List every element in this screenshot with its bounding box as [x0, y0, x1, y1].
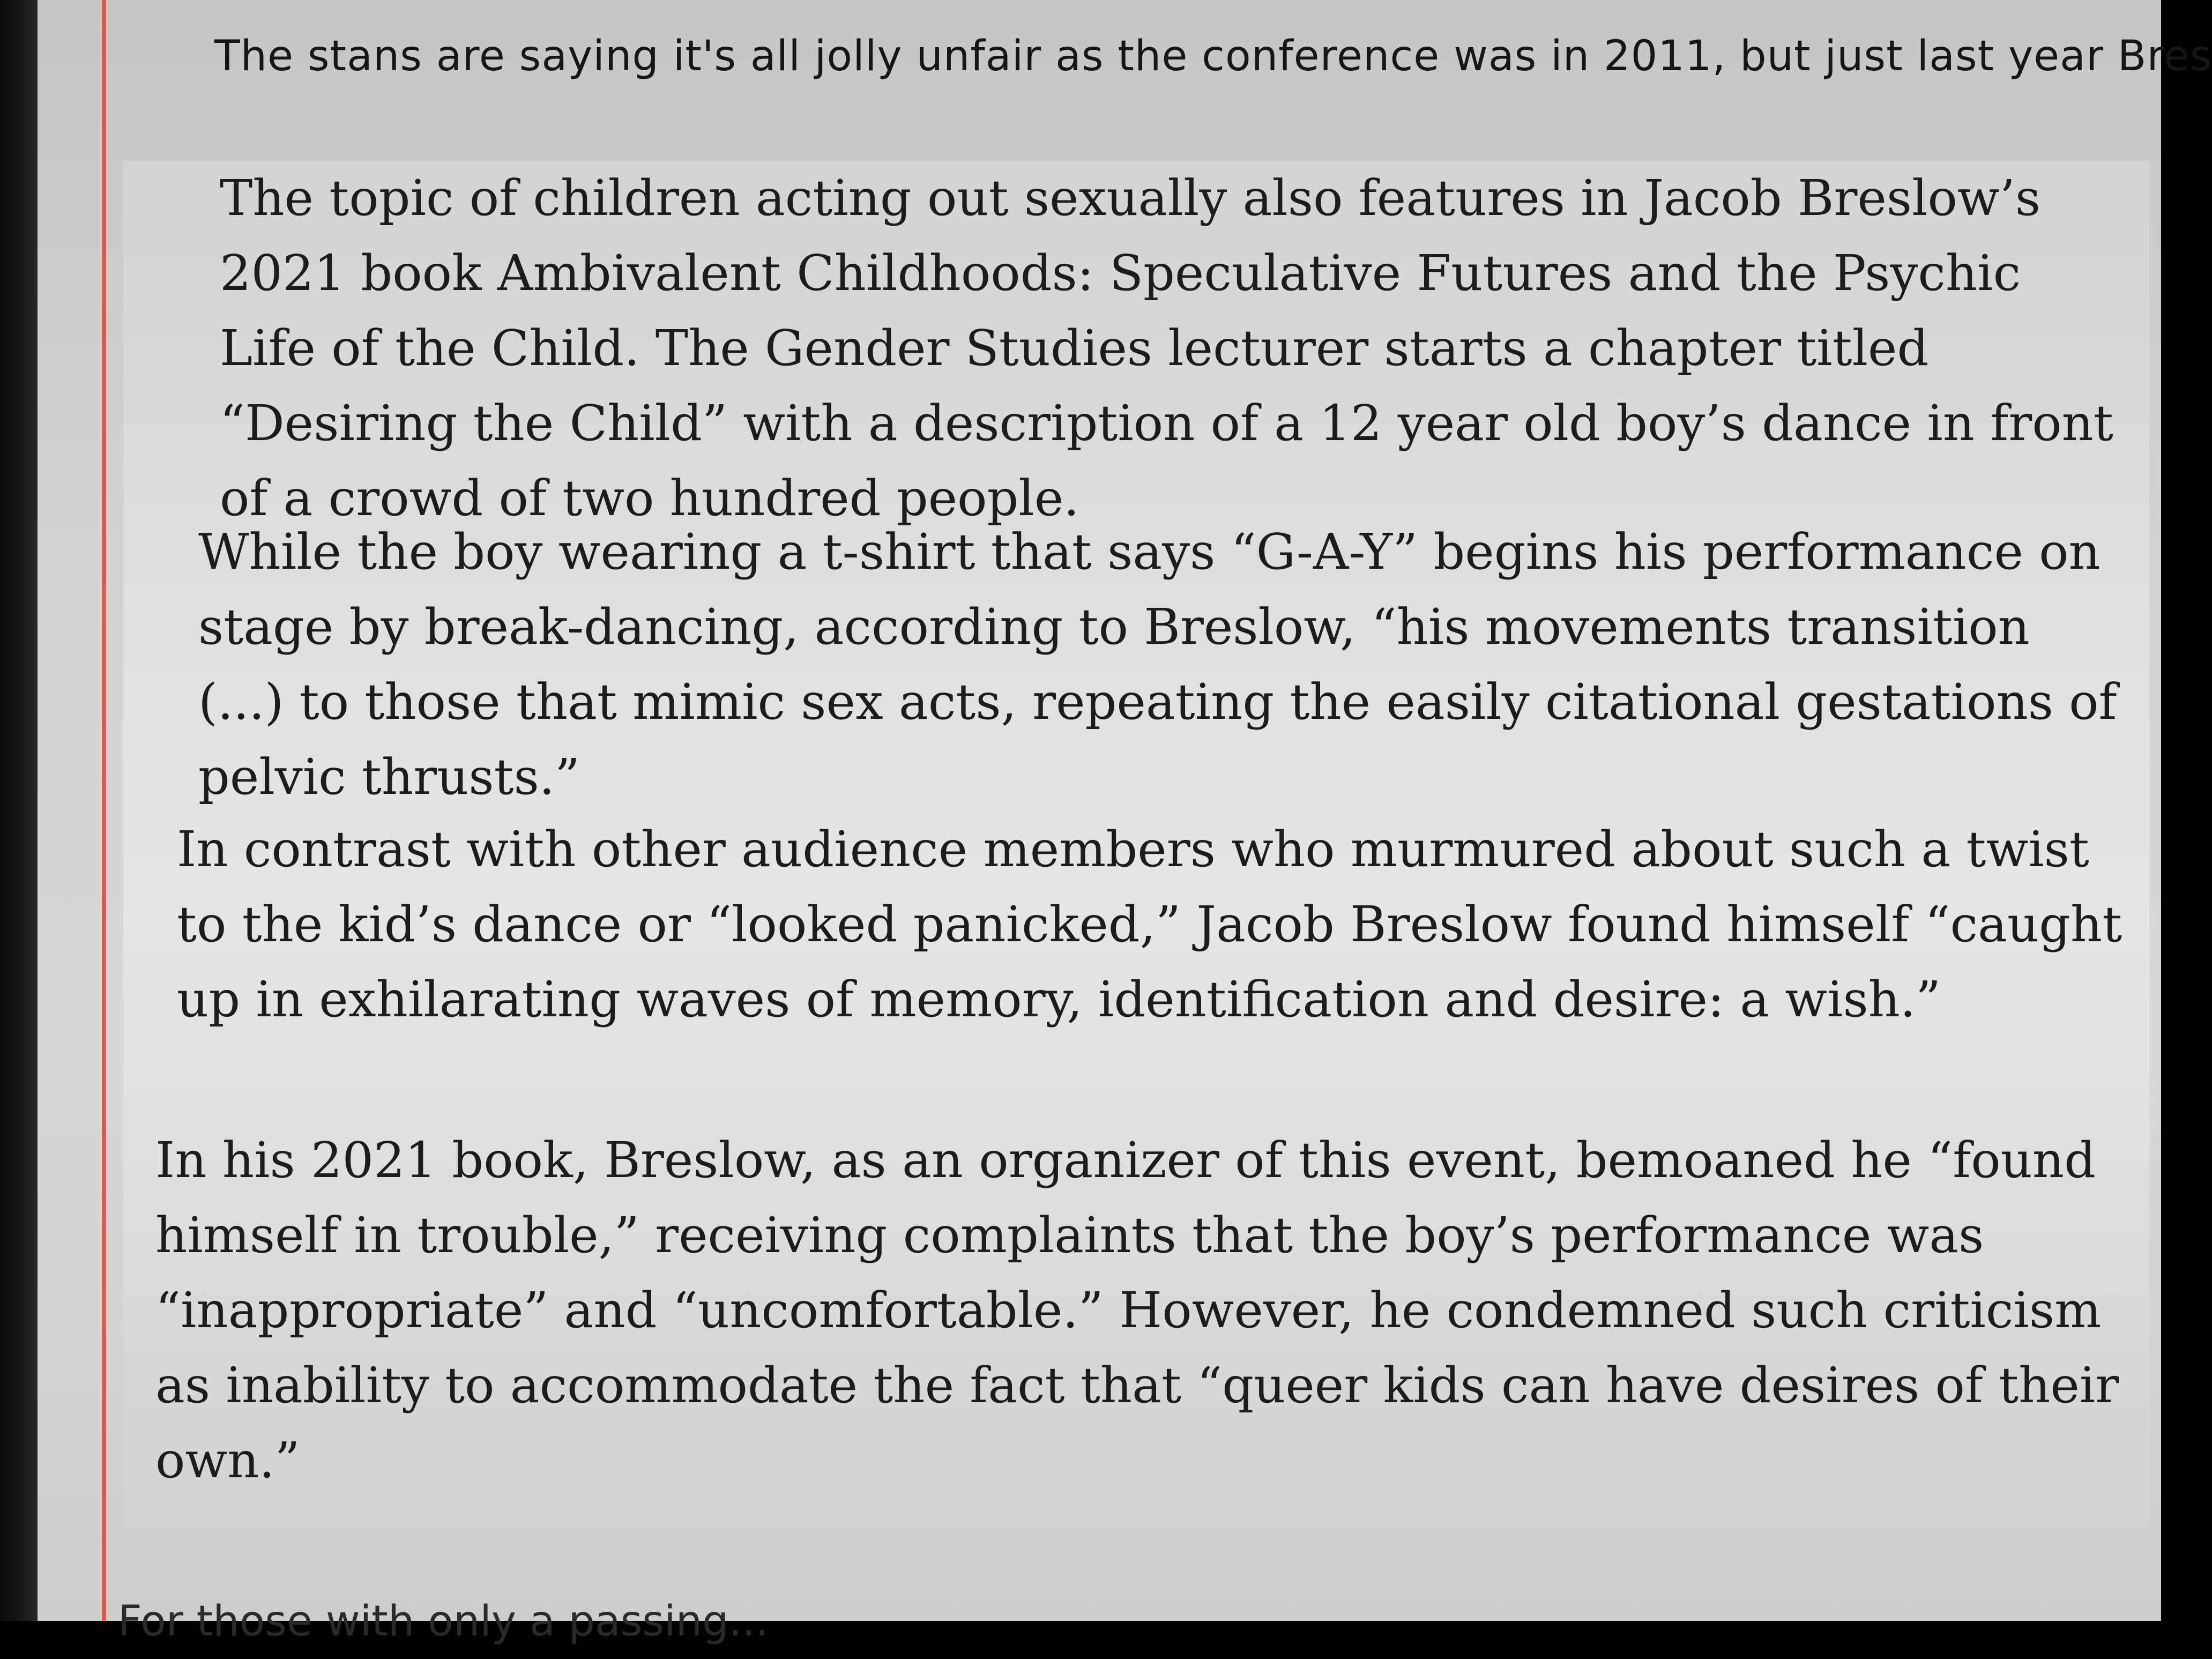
intro-paragraph: The stans are saying it's all jolly unfair as the conference was in 2011, but just last year Bres [214, 32, 2212, 80]
quote-paragraph-2: While the boy wearing a t-shirt that says “G-A-Y” begins his performance on stage by break-dancing, according to Breslow, “his movements transition (...) to those that mimic sex acts, repeating the easily citational gestations of pelvic thrusts.” [198, 523, 2117, 806]
red-margin-line [102, 0, 106, 1621]
next-paragraph-cut-off: For those with only a passing... [118, 1597, 769, 1646]
blockquote [123, 161, 2149, 1528]
article-page [38, 0, 2212, 1646]
quote-paragraph-1: The topic of children acting out sexually also features in Jacob Breslow’s 2021 book Ambivalent Childhoods: Speculative Futures and the Psychic Life of the Child. The Gender Studies lecturer starts a chapter titled “Desiring the Child” with a description of a 12 year old boy’s dance in front of a crowd of two hundred people. [220, 169, 2113, 527]
quote-paragraph-3: In contrast with other audience members who murmured about such a twist to the kid’s dance or “looked panicked,” Jacob Breslow found himself “caught up in exhilarating waves of memory, identification and desire: a wish.” [177, 821, 2122, 1028]
quote-paragraph-4: In his 2021 book, Breslow, as an organizer of this event, bemoaned he “found himself in trouble,” receiving complaints that the boy’s performance was “inappropriate” and “uncomfortable.” However, he condemned such criticism as inability to accommodate the fact that “queer kids can have desires of their own.” [155, 1132, 2119, 1489]
monitor-bezel [0, 0, 38, 1621]
